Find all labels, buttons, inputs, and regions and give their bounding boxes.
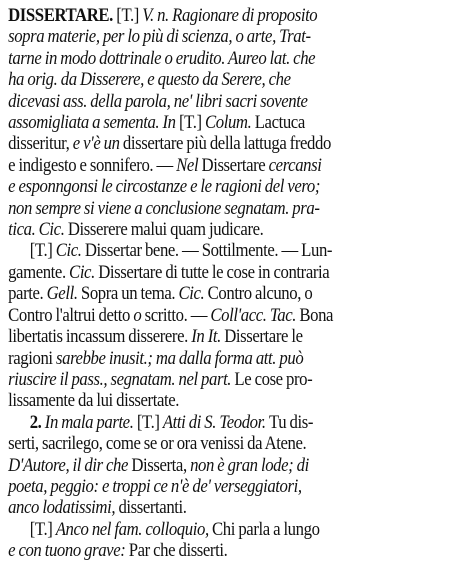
entry-line xyxy=(8,69,464,90)
italic-text: riuscire il pass., segnatam. nel part. xyxy=(8,368,235,390)
italic-text: Coll'acc. Tac. xyxy=(210,304,300,326)
text-segment: Par che disserti. xyxy=(128,540,228,562)
text-segment: serti, sacrilego, come se or ora venissi da Atene. xyxy=(8,433,307,455)
entry-line xyxy=(8,326,464,347)
text-segment: [T.] xyxy=(29,240,56,262)
italic-text: e v'è un xyxy=(72,133,123,155)
italic-text: Nel xyxy=(176,154,202,176)
italic-text: Colum. xyxy=(205,112,255,134)
italic-text: assomigliata a sementa. In xyxy=(8,112,179,134)
text-segment: [T.] xyxy=(29,518,56,540)
italic-text: anco lodatissimi, xyxy=(8,497,119,519)
entry-line xyxy=(8,540,464,561)
italic-text: In mala parte. xyxy=(44,411,137,433)
entry-line xyxy=(8,133,464,154)
text-segment: Chi parla a lungo xyxy=(212,518,320,540)
entry-line xyxy=(8,497,464,518)
text-segment: Bona xyxy=(299,304,334,326)
italic-text: cercansi xyxy=(268,154,322,176)
italic-text: Cic. xyxy=(55,240,85,262)
italic-text: sopra materie, per lo più di scienza, o arte, Trat- xyxy=(8,26,311,48)
text-segment: Dissertare le xyxy=(224,326,303,348)
entry-line xyxy=(8,155,464,176)
italic-text: Gell. xyxy=(46,283,81,305)
text-segment: [T.] xyxy=(112,5,143,26)
italic-text: V. n. Ragionare di proposito xyxy=(142,5,318,26)
entry-line xyxy=(8,283,464,304)
italic-text: D'Autore, il dir che xyxy=(8,454,132,476)
entry-line xyxy=(8,476,464,497)
entry-line xyxy=(8,433,464,454)
italic-text: non sempre si viene a conclusione segnatam. pra- xyxy=(8,197,320,219)
entry-line xyxy=(8,91,464,112)
text-segment: parte. xyxy=(8,283,47,305)
entry-line xyxy=(8,176,464,197)
headword: 2. xyxy=(29,411,45,433)
entry-line xyxy=(8,48,464,69)
italic-text: tarne in modo dottrinale o erudito. Aureo lat. che xyxy=(8,47,316,69)
entry-line xyxy=(8,519,464,540)
entry-line xyxy=(8,305,464,326)
text-segment: Dissertare di tutte le cose in contraria xyxy=(98,261,330,283)
italic-text: Anco nel fam. colloquio, xyxy=(55,518,213,540)
text-segment: Tu dis- xyxy=(268,411,313,433)
text-segment: [T.] xyxy=(136,411,163,433)
text-segment: dissertanti. xyxy=(118,497,187,519)
headword: DISSERTARE. xyxy=(8,5,113,26)
text-segment: lissamente da lui dissertate. xyxy=(8,390,180,412)
italic-text: ha orig. da Disserere, e questo da Serere, che xyxy=(8,69,291,91)
entry-line xyxy=(8,412,464,433)
text-segment: disseritur, xyxy=(8,133,73,155)
italic-text: non è gran lode; di xyxy=(190,454,309,476)
entry-line xyxy=(8,455,464,476)
text-segment: Disserere malui quam judicare. xyxy=(67,219,264,241)
entry-line xyxy=(8,219,464,240)
text-segment: dissertare più della lattuga freddo xyxy=(122,133,331,155)
text-segment: e indigesto e sonnifero. — xyxy=(8,154,177,176)
entry-line xyxy=(8,369,464,390)
italic-text: dicevasi ass. della parola, ne' libri sacri sovente xyxy=(8,90,308,112)
entry-line xyxy=(8,198,464,219)
entry-line xyxy=(8,5,464,26)
text-segment: libertatis incassum disserere. xyxy=(8,326,192,348)
text-segment: [T.] xyxy=(178,112,206,134)
italic-text: Cic. xyxy=(178,283,208,305)
italic-text: poeta, peggio: e troppi ce n'è de' verseggiatori, xyxy=(8,475,302,497)
text-segment: Disserta, xyxy=(131,454,191,476)
italic-text: e esponngonsi le circostanze e le ragioni del vero; xyxy=(8,176,321,198)
entry-line xyxy=(8,390,464,411)
italic-text: In It. xyxy=(191,326,225,348)
italic-text: o xyxy=(133,304,145,326)
text-segment: Contro alcuno, o xyxy=(207,283,313,305)
italic-text: Cic. xyxy=(69,261,99,283)
entry-line xyxy=(8,26,464,47)
text-segment: ragioni xyxy=(8,347,56,369)
text-segment: gamente. xyxy=(8,261,70,283)
text-segment: Dissertar bene. — Sottilmente. — Lun- xyxy=(84,240,333,262)
entry-line xyxy=(8,262,464,283)
entry-line xyxy=(8,112,464,133)
italic-text: tica. Cic. xyxy=(8,219,68,241)
italic-text: sarebbe inusit.; ma dalla forma att. può xyxy=(55,347,304,369)
entry-line xyxy=(8,240,464,261)
entry-line xyxy=(8,348,464,369)
text-segment: Sopra un tema. xyxy=(80,283,179,305)
text-segment: Le cose pro- xyxy=(234,368,313,390)
text-segment: Dissertare xyxy=(201,154,269,176)
italic-text: Atti di S. Teodor. xyxy=(162,411,269,433)
italic-text: e con tuono grave: xyxy=(8,540,129,562)
text-segment: Contro l'altrui detto xyxy=(8,304,134,326)
text-segment: scritto. — xyxy=(144,304,211,326)
text-segment: Lactuca xyxy=(254,112,305,134)
